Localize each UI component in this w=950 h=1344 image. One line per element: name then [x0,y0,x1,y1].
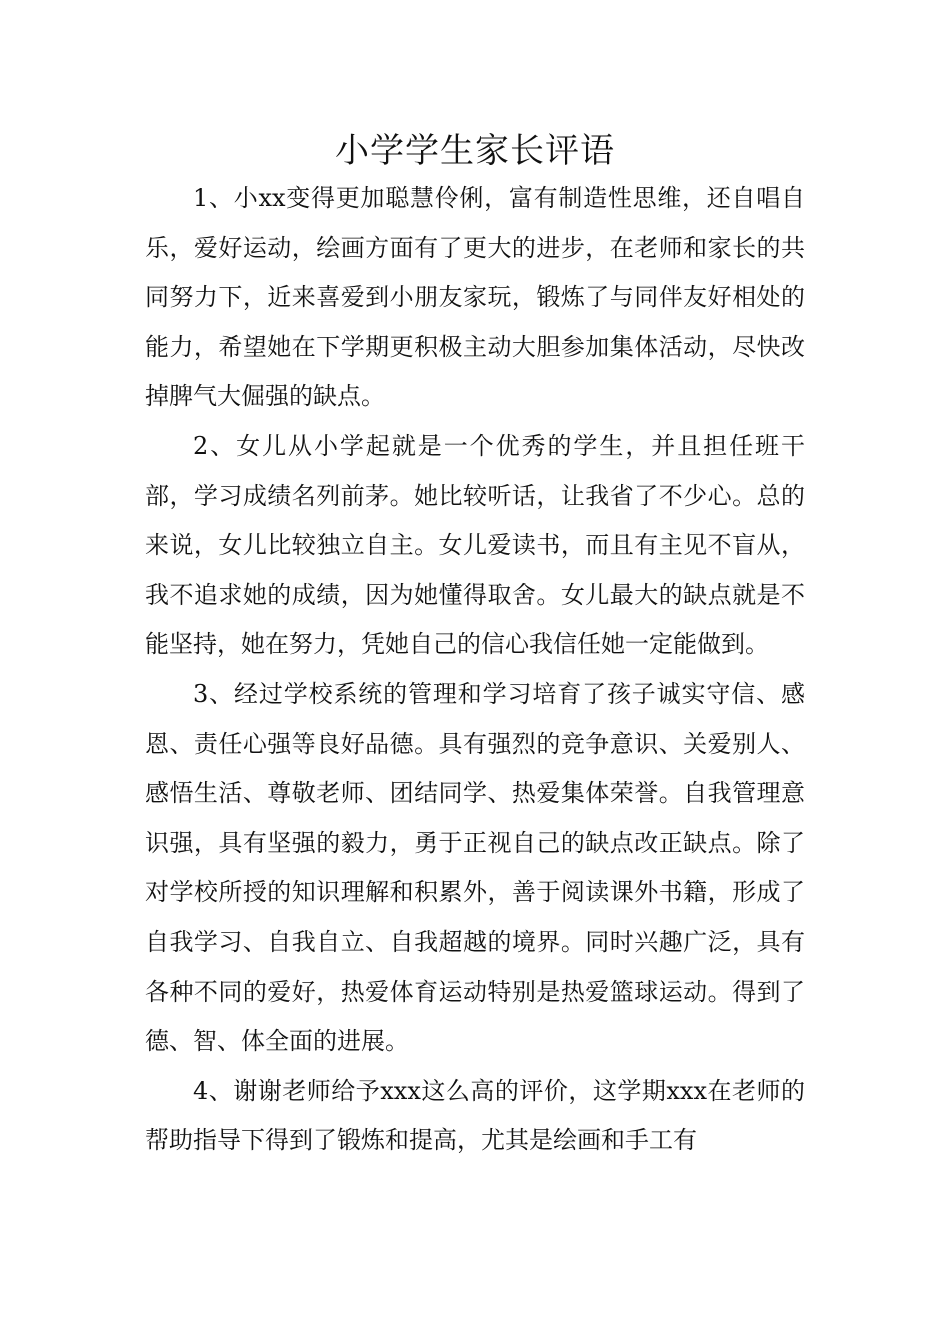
document-body [145,174,805,1166]
paragraph-3: 3、经过学校系统的管理和学习培育了孩子诚实守信、感恩、责任心强等良好品德。具有强烈的竞争意识、关爱别人、感悟生活、尊敬老师、团结同学、热爱集体荣誉。自我管理意识强，具有坚强的毅力，勇于正视自己的缺点改正缺点。除了对学校所授的知识理解和积累外，善于阅读课外书籍，形成了自我学习、自我自立、自我超越的境界。同时兴趣广泛，具有各种不同的爱好，热爱体育运动特别是热爱篮球运动。得到了德、智、体全面的进展。 [145,679,805,1056]
paragraph-4: 4、谢谢老师给予xxx这么高的评价，这学期xxx在老师的帮助指导下得到了锻炼和提高，尤其是绘画和手工有 [145,1076,805,1155]
document-title: 小学学生家长评语 [335,131,615,171]
paragraph-2: 2、女儿从小学起就是一个优秀的学生，并且担任班干部，学习成绩名列前茅。她比较听话，让我省了不少心。总的来说，女儿比较独立自主。女儿爱读书，而且有主见不盲从，我不追求她的成绩，因为她懂得取舍。女儿最大的缺点就是不能坚持，她在努力，凭她自己的信心我信任她一定能做到。 [145,431,805,659]
paragraph-1: 1、小xx变得更加聪慧伶俐，富有制造性思维，还自唱自乐，爱好运动，绘画方面有了更大的进步，在老师和家长的共同努力下，近来喜爱到小朋友家玩，锻炼了与同伴友好相处的能力，希望她在下学期更积极主动大胆参加集体活动，尽快改掉脾气大倔强的缺点。 [145,184,805,411]
